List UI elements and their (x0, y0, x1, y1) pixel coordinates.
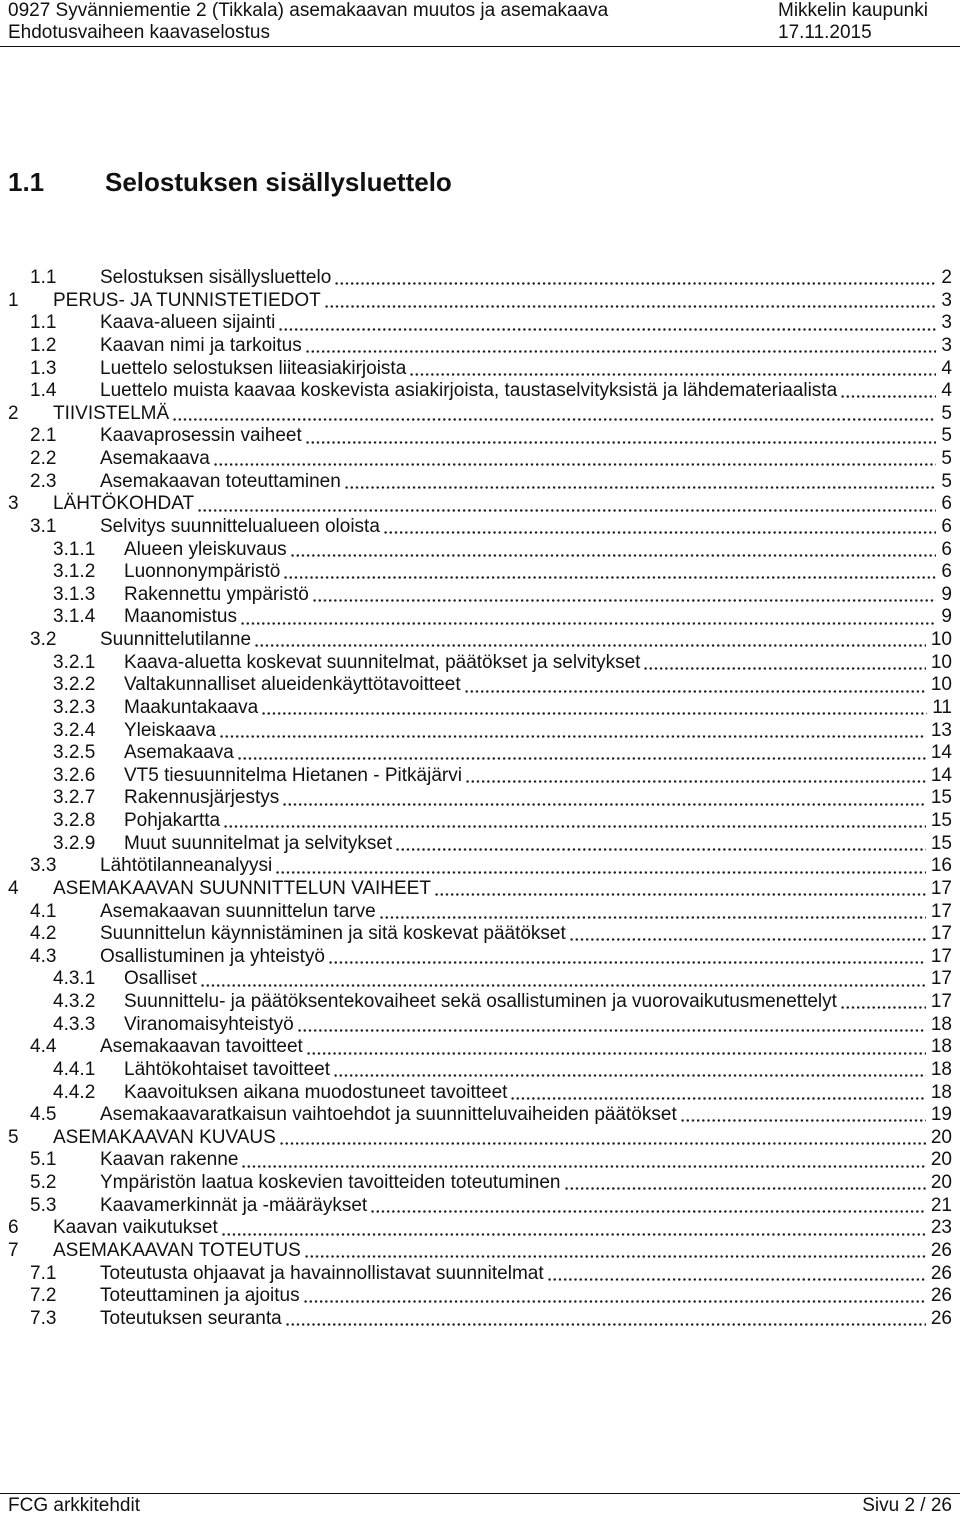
toc-entry-page: 5 (941, 470, 952, 492)
toc-entry-page: 11 (932, 696, 952, 718)
dot-leader (240, 606, 936, 629)
dot-leader (261, 697, 927, 720)
toc-entry-page: 5 (941, 425, 952, 447)
toc-entry-title: Kaavaprosessin vaiheet (100, 425, 302, 447)
toc-entry[interactable] (0, 516, 960, 539)
toc-entry[interactable] (0, 1285, 960, 1308)
dot-leader (303, 1285, 926, 1308)
toc-entry-title: Suunnittelu- ja päätöksentekovaiheet sekä osallistuminen ja vuorovaikutusmenettelyt (124, 991, 837, 1012)
toc-entry[interactable] (0, 1149, 960, 1172)
toc-entry[interactable] (0, 606, 960, 629)
toc-entry[interactable] (0, 629, 960, 652)
toc-entry-number: 3.2.6 (53, 764, 96, 786)
section-heading-number: 1.1 (8, 167, 45, 197)
toc-entry-title: Lähtökohtaiset tavoitteet (124, 1058, 330, 1080)
dot-leader (324, 290, 937, 313)
toc-entry-number: 4.4.2 (53, 1081, 96, 1103)
toc-entry-number: 3.1.3 (53, 583, 96, 605)
dot-leader (409, 358, 936, 381)
toc-entry-title: Osalliset (124, 968, 197, 990)
toc-entry-title: Luettelo muista kaavaa koskevista asiakirjoista, taustaselvityksistä ja lähdemateriaalista (100, 380, 838, 402)
toc-entry-page: 20 (930, 1126, 952, 1148)
toc-entry-page: 18 (930, 1013, 952, 1035)
toc-entry-number: 1.1 (30, 267, 57, 288)
toc-entry[interactable] (0, 674, 960, 697)
toc-entry-number: 4.1 (30, 900, 57, 922)
toc-entry[interactable] (0, 765, 960, 788)
toc-entry-number: 4.4 (30, 1036, 57, 1058)
toc-entry[interactable] (0, 878, 960, 901)
toc-entry-page: 6 (941, 561, 952, 583)
dot-leader (547, 1263, 926, 1286)
toc-entry-number: 3.1.1 (53, 538, 96, 560)
dot-leader (172, 403, 936, 426)
toc-entry-page: 4 (941, 357, 952, 379)
toc-entry-number: 3.2 (30, 629, 57, 650)
toc-entry-title: Asemakaava (124, 742, 234, 764)
toc-entry-number: 7.1 (30, 1262, 57, 1284)
toc-entry-title: Suunnittelutilanne (100, 629, 252, 650)
dot-leader (297, 1014, 926, 1037)
dot-leader (334, 267, 936, 290)
dot-leader (840, 991, 926, 1014)
toc-entry-title: Pohjakartta (124, 810, 221, 831)
toc-entry-title: Toteutusta ohjaavat ja havainnollistavat suunnitelmat (100, 1262, 544, 1284)
dot-leader (213, 448, 937, 471)
toc-entry-page: 10 (930, 651, 952, 673)
dot-leader (241, 1149, 925, 1172)
toc-entry-page: 17 (930, 923, 952, 945)
toc-entry-number: 7 (8, 1239, 19, 1261)
header-organization: Mikkelin kaupunki (778, 0, 928, 21)
toc-entry-number: 1 (8, 289, 19, 311)
toc-entry-number: 5.3 (30, 1194, 57, 1216)
dot-leader (510, 1082, 925, 1105)
toc-entry-number: 3.2.4 (53, 719, 96, 741)
toc-entry-title: TIIVISTELMÄ (53, 402, 170, 424)
toc-entry-number: 4.3.1 (53, 968, 96, 990)
dot-leader (305, 425, 937, 448)
toc-entry[interactable] (0, 584, 960, 607)
toc-entry-page: 6 (941, 538, 952, 560)
footer-divider (0, 1493, 960, 1494)
dot-leader (569, 923, 926, 946)
toc-entry-page: 6 (941, 493, 952, 515)
dot-leader (379, 901, 926, 924)
toc-entry[interactable] (0, 1036, 960, 1059)
toc-entry-page: 13 (930, 719, 952, 741)
table-of-contents (0, 267, 960, 1330)
toc-entry-number: 1.3 (30, 357, 57, 379)
toc-entry-page: 9 (941, 583, 952, 605)
toc-entry-title: LÄHTÖKOHDAT (53, 493, 195, 515)
toc-entry[interactable] (0, 403, 960, 426)
toc-entry-page: 15 (930, 787, 952, 809)
toc-entry-page: 21 (930, 1194, 952, 1216)
toc-entry-title: Kaavan rakenne (100, 1149, 239, 1171)
toc-entry-page: 20 (930, 1149, 952, 1171)
toc-entry-title: ASEMAKAAVAN SUUNNITTELUN VAIHEET (53, 877, 431, 899)
toc-entry-page: 23 (930, 1217, 952, 1239)
toc-entry-page: 10 (930, 674, 952, 696)
toc-entry-title: Asemakaavaratkaisun vaihtoehdot ja suunnitteluvaiheiden päätökset (100, 1104, 677, 1126)
toc-entry-page: 15 (930, 832, 952, 854)
toc-entry[interactable] (0, 1014, 960, 1037)
dot-leader (282, 787, 926, 810)
toc-entry-title: Ympäristön laatua koskevien tavoitteiden toteutuminen (100, 1172, 561, 1193)
toc-entry[interactable] (0, 946, 960, 969)
dot-leader (643, 652, 925, 675)
toc-entry-title: Asemakaavan suunnittelun tarve (100, 900, 376, 922)
toc-entry[interactable] (0, 901, 960, 924)
toc-entry-page: 17 (930, 945, 952, 967)
toc-entry-number: 4.3.2 (53, 991, 96, 1012)
toc-entry[interactable] (0, 968, 960, 991)
dot-leader (197, 493, 936, 516)
toc-entry-number: 4.4.1 (53, 1058, 96, 1080)
toc-entry-number: 1.2 (30, 334, 57, 356)
toc-entry-title: Toteutuksen seuranta (100, 1307, 282, 1329)
toc-entry[interactable] (0, 697, 960, 720)
toc-entry-page: 6 (941, 515, 952, 537)
toc-entry-title: Muut suunnitelmat ja selvitykset (124, 832, 393, 854)
dot-leader (564, 1172, 926, 1195)
toc-entry[interactable] (0, 810, 960, 833)
toc-entry-number: 6 (8, 1217, 19, 1239)
toc-entry-title: Selostuksen sisällysluettelo (100, 267, 332, 288)
toc-entry-page: 5 (941, 448, 952, 469)
toc-entry[interactable] (0, 1082, 960, 1105)
footer-page-number: Sivu 2 / 26 (862, 1495, 952, 1516)
toc-entry-number: 4 (8, 877, 19, 899)
toc-entry[interactable] (0, 1195, 960, 1218)
toc-entry-number: 3.2.8 (53, 810, 96, 831)
toc-entry-title: Toteuttaminen ja ajoitus (100, 1285, 300, 1307)
dot-leader (383, 516, 937, 539)
dot-leader (333, 1059, 926, 1082)
toc-entry-number: 4.3 (30, 945, 57, 967)
dot-leader (254, 629, 926, 652)
dot-leader (464, 674, 926, 697)
toc-entry-number: 1.4 (30, 380, 57, 402)
toc-entry[interactable] (0, 1127, 960, 1150)
toc-entry-title: Kaavan nimi ja tarkoitus (100, 334, 302, 356)
toc-entry-number: 5 (8, 1126, 19, 1148)
header-document-type: Ehdotusvaiheen kaavaselostus (8, 22, 270, 43)
toc-entry-page: 14 (930, 742, 952, 764)
toc-entry[interactable] (0, 1240, 960, 1263)
toc-entry-title: Osallistuminen ja yhteistyö (100, 945, 325, 967)
toc-entry-page: 17 (930, 877, 952, 899)
toc-entry-page: 4 (941, 380, 952, 402)
toc-entry-title: VT5 tiesuunnitelma Hietanen - Pitkäjärvi (124, 764, 462, 786)
dot-leader (275, 855, 926, 878)
dot-leader (305, 335, 937, 358)
toc-entry[interactable] (0, 855, 960, 878)
dot-leader (290, 539, 937, 562)
dot-leader (304, 1240, 926, 1263)
toc-entry-title: Maakuntakaava (124, 696, 259, 718)
toc-entry[interactable] (0, 335, 960, 358)
dot-leader (395, 833, 926, 856)
toc-entry-number: 1.1 (30, 312, 57, 334)
dot-leader (219, 720, 926, 743)
toc-entry-number: 2.3 (30, 470, 57, 492)
dot-leader (434, 878, 926, 901)
toc-entry-number: 4.3.3 (53, 1013, 96, 1035)
toc-entry[interactable] (0, 425, 960, 448)
toc-entry-page: 2 (941, 267, 952, 288)
toc-entry-page: 19 (930, 1104, 952, 1126)
toc-entry-number: 3.1 (30, 515, 57, 537)
toc-entry[interactable] (0, 652, 960, 675)
section-heading-title: Selostuksen sisällysluettelo (105, 167, 452, 197)
toc-entry[interactable] (0, 833, 960, 856)
toc-entry[interactable] (0, 720, 960, 743)
toc-entry-page: 18 (930, 1081, 952, 1103)
toc-entry[interactable] (0, 1308, 960, 1331)
dot-leader (200, 968, 926, 991)
toc-entry[interactable] (0, 1059, 960, 1082)
toc-entry[interactable] (0, 991, 960, 1014)
toc-entry-number: 3.2.3 (53, 696, 96, 718)
toc-entry-page: 14 (930, 764, 952, 786)
toc-entry[interactable] (0, 358, 960, 381)
toc-entry-title: Yleiskaava (124, 719, 216, 741)
toc-entry-number: 3.2.9 (53, 832, 96, 854)
toc-entry-page: 17 (930, 900, 952, 922)
toc-entry-number: 3.2.5 (53, 742, 96, 764)
toc-entry-number: 3.2.1 (53, 651, 96, 673)
dot-leader (370, 1195, 926, 1218)
toc-entry-page: 26 (930, 1239, 952, 1261)
toc-entry-title: Luonnonympäristö (124, 561, 281, 583)
dot-leader (278, 312, 936, 335)
toc-entry-page: 26 (930, 1285, 952, 1307)
toc-entry[interactable] (0, 312, 960, 335)
toc-entry-number: 5.2 (30, 1172, 57, 1193)
footer-company: FCG arkkitehdit (8, 1495, 140, 1516)
dot-leader (221, 1217, 926, 1240)
toc-entry-number: 3.2.2 (53, 674, 96, 696)
dot-leader (328, 946, 926, 969)
toc-entry-title: Rakennusjärjestys (124, 787, 280, 809)
toc-entry-number: 5.1 (30, 1149, 57, 1171)
toc-entry-number: 3.2.7 (53, 787, 96, 809)
toc-entry-page: 17 (930, 968, 952, 990)
toc-entry[interactable] (0, 1263, 960, 1286)
toc-entry[interactable] (0, 471, 960, 494)
toc-entry-page: 17 (930, 991, 952, 1012)
toc-entry[interactable] (0, 787, 960, 810)
dot-leader (283, 561, 936, 584)
toc-entry-title: Maanomistus (124, 606, 237, 628)
toc-entry[interactable] (0, 923, 960, 946)
dot-leader (237, 742, 926, 765)
toc-entry-number: 7.2 (30, 1285, 57, 1307)
toc-entry-title: PERUS- JA TUNNISTETIEDOT (53, 289, 321, 311)
toc-entry[interactable] (0, 448, 960, 471)
toc-entry-number: 3.1.4 (53, 606, 96, 628)
dot-leader (840, 380, 936, 403)
toc-entry-page: 3 (941, 334, 952, 356)
dot-leader (285, 1308, 926, 1331)
toc-entry-title: Luettelo selostuksen liiteasiakirjoista (100, 357, 407, 379)
toc-entry-title: Kaava-alueen sijainti (100, 312, 276, 334)
toc-entry-number: 7.3 (30, 1307, 57, 1329)
toc-entry-page: 18 (930, 1036, 952, 1058)
toc-entry-page: 3 (941, 289, 952, 311)
toc-entry[interactable] (0, 267, 960, 290)
toc-entry-number: 3 (8, 493, 19, 515)
toc-entry-number: 4.2 (30, 923, 57, 945)
toc-entry-title: Viranomaisyhteistyö (124, 1013, 294, 1035)
toc-entry[interactable] (0, 380, 960, 403)
toc-entry-number: 2.2 (30, 448, 57, 469)
toc-entry-page: 26 (930, 1307, 952, 1329)
toc-entry-title: Asemakaavan tavoitteet (100, 1036, 303, 1058)
toc-entry-title: Selvitys suunnittelualueen oloista (100, 515, 380, 537)
toc-entry-number: 2 (8, 402, 19, 424)
toc-entry-page: 10 (930, 629, 952, 650)
toc-entry-page: 5 (941, 402, 952, 424)
dot-leader (465, 765, 926, 788)
toc-entry-page: 15 (930, 810, 952, 831)
dot-leader (344, 471, 937, 494)
toc-entry-title: Asemakaava (100, 448, 210, 469)
header-divider (0, 46, 960, 47)
toc-entry-title: Suunnittelun käynnistäminen ja sitä koskevat päätökset (100, 923, 566, 945)
toc-entry-title: Valtakunnalliset alueidenkäyttötavoitteet (124, 674, 461, 696)
toc-entry-title: Alueen yleiskuvaus (124, 538, 287, 560)
toc-entry-title: ASEMAKAAVAN KUVAUS (53, 1126, 276, 1148)
toc-entry-page: 26 (930, 1262, 952, 1284)
toc-entry-title: Kaavan vaikutukset (53, 1217, 218, 1239)
toc-entry[interactable] (0, 1217, 960, 1240)
toc-entry-page: 16 (930, 855, 952, 877)
toc-entry-number: 4.5 (30, 1104, 57, 1126)
toc-entry-number: 3.3 (30, 855, 57, 877)
toc-entry-title: Asemakaavan toteuttaminen (100, 470, 341, 492)
toc-entry-title: Kaava-aluetta koskevat suunnitelmat, päätökset ja selvitykset (124, 651, 641, 673)
toc-entry-title: Lähtötilanneanalyysi (100, 855, 273, 877)
toc-entry[interactable] (0, 539, 960, 562)
toc-entry-number: 2.1 (30, 425, 57, 447)
dot-leader (312, 584, 937, 607)
dot-leader (279, 1127, 926, 1150)
dot-leader (306, 1036, 926, 1059)
toc-entry[interactable] (0, 290, 960, 313)
toc-entry-page: 20 (930, 1172, 952, 1193)
toc-entry[interactable] (0, 561, 960, 584)
dot-leader (223, 810, 926, 833)
toc-entry[interactable] (0, 1172, 960, 1195)
header-project-title: 0927 Syvänniementie 2 (Tikkala) asemakaavan muutos ja asemakaava (8, 0, 609, 21)
toc-entry-page: 9 (941, 606, 952, 628)
toc-entry[interactable] (0, 742, 960, 765)
header-date: 17.11.2015 (778, 22, 872, 43)
toc-entry-title: Kaavoituksen aikana muodostuneet tavoitteet (124, 1081, 508, 1103)
toc-entry[interactable] (0, 493, 960, 516)
toc-entry-page: 18 (930, 1058, 952, 1080)
toc-entry[interactable] (0, 1104, 960, 1127)
toc-entry-page: 3 (941, 312, 952, 334)
dot-leader (680, 1104, 926, 1127)
toc-entry-number: 3.1.2 (53, 561, 96, 583)
toc-entry-title: ASEMAKAAVAN TOTEUTUS (53, 1239, 301, 1261)
toc-entry-title: Rakennettu ympäristö (124, 583, 309, 605)
toc-entry-title: Kaavamerkinnät ja -määräykset (100, 1194, 368, 1216)
